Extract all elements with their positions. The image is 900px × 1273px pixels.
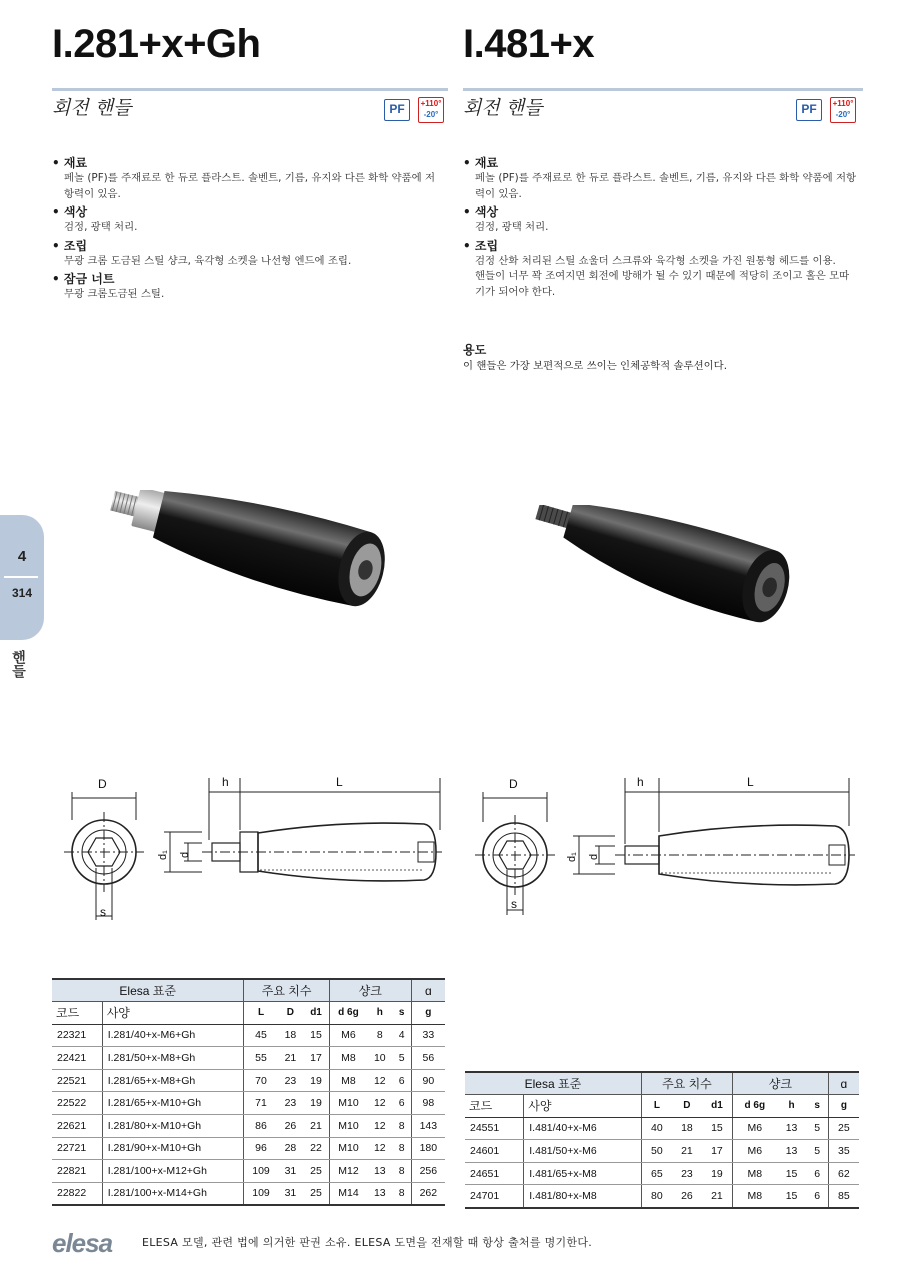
copyright-notice: ELESA 모델, 관련 법에 의거한 판권 소유. ELESA 도면을 전재할 때 항상 출처를 명기한다. (142, 1236, 593, 1249)
right-dim-h: h (637, 775, 644, 789)
table-cell: M6 (733, 1117, 777, 1140)
right-temp-max: +110° (832, 99, 854, 108)
table-cell: 24551 (465, 1117, 524, 1140)
left-spec-heading: • 색상 (52, 204, 444, 220)
table-cell: 23 (278, 1092, 304, 1115)
table-cell: 19 (303, 1092, 329, 1115)
left-spec-material (52, 155, 444, 202)
table-cell: 55 (244, 1047, 278, 1070)
table-cell: M8 (733, 1162, 777, 1185)
left-spec-color (52, 204, 444, 236)
table-cell: 22621 (52, 1115, 102, 1138)
table-cell: I.481/65+x-M8 (524, 1162, 642, 1185)
table-cell: 4 (393, 1024, 412, 1047)
table-row (52, 1092, 445, 1115)
right-spec-text: 검정, 광택 처리. (475, 221, 549, 233)
table-cell: 13 (367, 1182, 393, 1205)
table-cell: 19 (303, 1069, 329, 1092)
table-cell: 70 (244, 1069, 278, 1092)
table-row (465, 1185, 859, 1208)
table-cell: 17 (702, 1140, 733, 1163)
table-cell: 180 (411, 1137, 445, 1160)
right-dim-D: D (509, 777, 518, 791)
table-cell: 31 (278, 1160, 304, 1183)
table-cell: 62 (828, 1162, 859, 1185)
right-subtitle: 회전 핸들 (463, 97, 543, 119)
table-cell: M10 (329, 1092, 367, 1115)
right-spec-text: 페놀 (PF)를 주재료로 한 듀로 플라스트. 솔벤트, 기름, 유지와 다른 화학 약품에 저항력이 있음. (475, 172, 857, 200)
table-cell: 17 (303, 1047, 329, 1070)
col-header: g (828, 1095, 859, 1118)
group-header: 주요 치수 (641, 1072, 732, 1095)
table-cell: 8 (393, 1137, 412, 1160)
table-cell: 85 (828, 1185, 859, 1208)
table-cell: 23 (278, 1069, 304, 1092)
left-subtitle: 회전 핸들 (52, 97, 132, 119)
table-cell: 15 (702, 1117, 733, 1140)
right-usage-text: 이 핸들은 가장 보편적으로 쓰이는 인체공학적 솔루션이다. (463, 359, 728, 372)
col-header: s (393, 1002, 412, 1025)
table-cell: 22822 (52, 1182, 102, 1205)
table-row (465, 1117, 859, 1140)
left-dim-D: D (98, 777, 107, 791)
col-header: s (807, 1095, 829, 1118)
group-header: ɑ (828, 1072, 859, 1095)
col-header: d1 (702, 1095, 733, 1118)
left-spec-heading: • 재료 (52, 155, 444, 171)
right-spec-text: 검정 산화 처리된 스틸 쇼울더 스크류와 육각형 소켓을 가진 원통형 헤드를 이용. (475, 254, 836, 267)
right-spec-heading: • 조립 (463, 238, 859, 254)
table-cell: 21 (303, 1115, 329, 1138)
table-cell: M6 (329, 1024, 367, 1047)
right-dim-d: d (588, 853, 600, 860)
table-cell: 12 (367, 1115, 393, 1138)
table-cell: 22321 (52, 1024, 102, 1047)
table-row (52, 1047, 445, 1070)
table-cell: M14 (329, 1182, 367, 1205)
left-spec-list (52, 155, 444, 305)
table-cell: 31 (278, 1182, 304, 1205)
table-cell: 24701 (465, 1185, 524, 1208)
table-cell: M10 (329, 1115, 367, 1138)
right-dim-L: L (747, 775, 754, 789)
table-cell: 22521 (52, 1069, 102, 1092)
table-cell: M8 (329, 1047, 367, 1070)
table-cell: 96 (244, 1137, 278, 1160)
left-technical-drawing (52, 770, 452, 930)
table-row (52, 1024, 445, 1047)
group-header: 주요 치수 (244, 979, 329, 1002)
table-row (52, 1115, 445, 1138)
table-cell: 13 (777, 1117, 807, 1140)
table-cell: 256 (411, 1160, 445, 1183)
table-cell: 35 (828, 1140, 859, 1163)
table-cell: 5 (807, 1117, 829, 1140)
table-cell: I.281/100+x-M14+Gh (102, 1182, 244, 1205)
col-header: d 6g (733, 1095, 777, 1118)
group-header: Elesa 표준 (465, 1072, 641, 1095)
col-header: h (777, 1095, 807, 1118)
table-cell: I.481/80+x-M8 (524, 1185, 642, 1208)
left-dim-s: s (100, 905, 106, 919)
group-header: ɑ (411, 979, 445, 1002)
left-product-title: I.281+x+Gh (52, 22, 261, 66)
table-cell: 71 (244, 1092, 278, 1115)
table-cell: 109 (244, 1160, 278, 1183)
table-cell: 262 (411, 1182, 445, 1205)
chapter-number: 4 (17, 548, 27, 565)
right-spec-heading: • 색상 (463, 204, 859, 220)
col-header: L (244, 1002, 278, 1025)
table-cell: I.281/65+x-M8+Gh (102, 1069, 244, 1092)
elesa-logo: elesa (52, 1228, 113, 1258)
col-header: d1 (303, 1002, 329, 1025)
table-cell: 143 (411, 1115, 445, 1138)
col-header: 코드 (465, 1095, 524, 1118)
group-header: Elesa 표준 (52, 979, 244, 1002)
col-header: L (641, 1095, 672, 1118)
table-cell: M6 (733, 1140, 777, 1163)
col-header: g (411, 1002, 445, 1025)
table-cell: 33 (411, 1024, 445, 1047)
table-cell: M12 (329, 1160, 367, 1183)
group-header: 샹크 (329, 979, 411, 1002)
table-cell: 28 (278, 1137, 304, 1160)
left-spec-text: 무광 크롬 도금된 스틸 샹크, 육각형 소켓을 나선형 엔드에 조립. (64, 254, 352, 267)
table-cell: I.481/50+x-M6 (524, 1140, 642, 1163)
table-cell: 80 (641, 1185, 672, 1208)
group-header: 샹크 (733, 1072, 829, 1095)
table-cell: 98 (411, 1092, 445, 1115)
table-cell: 5 (807, 1140, 829, 1163)
table-cell: 86 (244, 1115, 278, 1138)
table-cell: 6 (393, 1069, 412, 1092)
table-cell: 6 (807, 1185, 829, 1208)
table-cell: 40 (641, 1117, 672, 1140)
table-row (465, 1162, 859, 1185)
table-row (52, 1160, 445, 1183)
right-spec-heading: • 재료 (463, 155, 859, 171)
table-cell: 12 (367, 1069, 393, 1092)
table-cell: 21 (672, 1140, 702, 1163)
table-cell: 12 (367, 1092, 393, 1115)
table-cell: 12 (367, 1137, 393, 1160)
table-cell: 23 (672, 1162, 702, 1185)
table-cell: 50 (641, 1140, 672, 1163)
left-dim-L: L (336, 775, 343, 789)
right-usage (463, 343, 863, 374)
table-cell: 25 (303, 1160, 329, 1183)
left-temp-max: +110° (420, 99, 442, 108)
table-row (465, 1140, 859, 1163)
left-spec-text: 페놀 (PF)를 주재료로 한 듀로 플라스트. 솔벤트, 기름, 유지와 다른 화학 약품에 저항력이 있음. (64, 172, 436, 200)
chapter-label: 핸들 (10, 650, 26, 678)
table-cell: 19 (702, 1162, 733, 1185)
left-title-rule (52, 88, 448, 91)
table-cell: 15 (303, 1024, 329, 1047)
left-spec-heading: • 조립 (52, 238, 444, 254)
col-header: d 6g (329, 1002, 367, 1025)
table-cell: 109 (244, 1182, 278, 1205)
table-cell: 21 (278, 1047, 304, 1070)
right-technical-drawing (465, 770, 865, 930)
table-cell: 18 (278, 1024, 304, 1047)
right-temperature-badge-icon (830, 97, 856, 123)
left-handle-photo (90, 490, 410, 650)
table-row (52, 1182, 445, 1205)
table-cell: 6 (807, 1162, 829, 1185)
right-temp-min: -20° (835, 110, 851, 119)
left-temperature-badge-icon (418, 97, 444, 123)
left-data-table (52, 978, 445, 1206)
table-cell: I.281/40+x-M6+Gh (102, 1024, 244, 1047)
table-cell: 65 (641, 1162, 672, 1185)
table-cell: 56 (411, 1047, 445, 1070)
table-cell: I.481/40+x-M6 (524, 1117, 642, 1140)
right-spec-material (463, 155, 859, 202)
table-cell: 10 (367, 1047, 393, 1070)
left-temp-min: -20° (423, 110, 439, 119)
right-spec-note: 핸들이 너무 꽉 조여지면 회전에 방해가 될 수 있기 때문에 적당히 조이고 홀은 모따기가 되어야 한다. (475, 270, 850, 298)
chapter-side-tab (0, 515, 44, 640)
table-cell: 90 (411, 1069, 445, 1092)
table-cell: 5 (393, 1047, 412, 1070)
table-cell: I.281/50+x-M8+Gh (102, 1047, 244, 1070)
left-pf-material-badge: PF (384, 99, 410, 121)
table-cell: 25 (303, 1182, 329, 1205)
table-cell: 8 (393, 1182, 412, 1205)
table-cell: I.281/65+x-M10+Gh (102, 1092, 244, 1115)
table-cell: 22421 (52, 1047, 102, 1070)
table-cell: 15 (777, 1185, 807, 1208)
left-dim-d1: d₁ (157, 850, 169, 860)
right-title-rule (463, 88, 863, 91)
table-row (52, 1069, 445, 1092)
table-cell: M10 (329, 1137, 367, 1160)
table-cell: 22 (303, 1137, 329, 1160)
right-spec-color (463, 204, 859, 236)
left-spec-text: 무광 크롬도금된 스틸. (64, 288, 165, 300)
right-spec-assembly (463, 238, 859, 301)
table-cell: 18 (672, 1117, 702, 1140)
tab-divider (4, 576, 38, 578)
table-cell: 22721 (52, 1137, 102, 1160)
table-cell: 25 (828, 1117, 859, 1140)
table-cell: 22522 (52, 1092, 102, 1115)
table-cell: 13 (367, 1160, 393, 1183)
left-spec-locknut (52, 271, 444, 303)
table-cell: 13 (777, 1140, 807, 1163)
col-header: h (367, 1002, 393, 1025)
table-cell: M8 (733, 1185, 777, 1208)
left-spec-heading: • 잠금 너트 (52, 271, 444, 287)
right-spec-list (463, 155, 859, 302)
table-cell: 15 (777, 1162, 807, 1185)
left-spec-assembly (52, 238, 444, 270)
col-header: 사양 (524, 1095, 642, 1118)
col-header: D (278, 1002, 304, 1025)
table-cell: 24601 (465, 1140, 524, 1163)
right-dim-s: s (511, 897, 517, 911)
left-dim-d: d (179, 851, 191, 858)
table-cell: 26 (672, 1185, 702, 1208)
table-row (52, 1137, 445, 1160)
table-cell: I.281/90+x-M10+Gh (102, 1137, 244, 1160)
right-dim-d1: d₁ (566, 852, 578, 862)
table-cell: 8 (393, 1115, 412, 1138)
table-cell: M8 (329, 1069, 367, 1092)
right-handle-photo (515, 505, 815, 655)
table-cell: 8 (393, 1160, 412, 1183)
table-cell: 21 (702, 1185, 733, 1208)
right-product-title: I.481+x (463, 22, 595, 66)
table-cell: 22821 (52, 1160, 102, 1183)
left-dim-h: h (222, 775, 229, 789)
col-header: 사양 (102, 1002, 244, 1025)
table-cell: 45 (244, 1024, 278, 1047)
col-header: D (672, 1095, 702, 1118)
table-cell: I.281/80+x-M10+Gh (102, 1115, 244, 1138)
table-cell: 24651 (465, 1162, 524, 1185)
table-cell: I.281/100+x-M12+Gh (102, 1160, 244, 1183)
page-number: 314 (11, 586, 33, 600)
table-cell: 26 (278, 1115, 304, 1138)
right-pf-material-badge: PF (796, 99, 822, 121)
table-cell: 8 (367, 1024, 393, 1047)
left-spec-text: 검정, 광택 처리. (64, 221, 138, 233)
col-header: 코드 (52, 1002, 102, 1025)
table-cell: 6 (393, 1092, 412, 1115)
right-data-table (465, 1071, 859, 1209)
right-usage-heading: 용도 (463, 343, 487, 357)
